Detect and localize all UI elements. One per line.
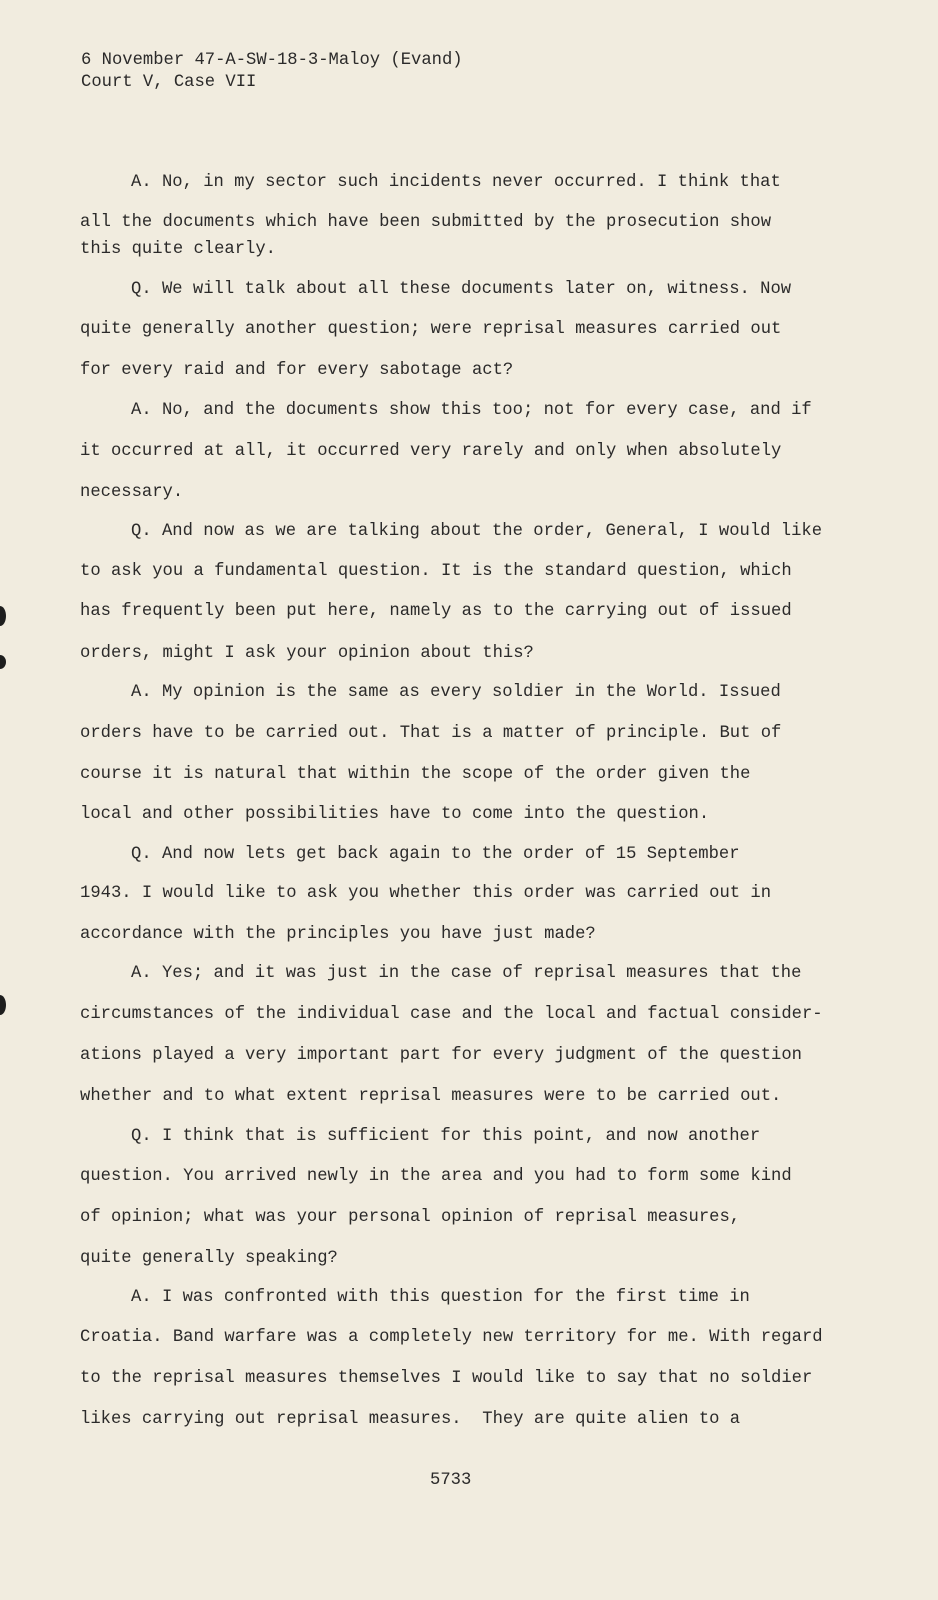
text-line: A. I was confronted with this question for the first time in [131,1288,750,1307]
text-line: circumstances of the individual case and the local and factual consider- [80,1005,823,1024]
text-line: likes carrying out reprisal measures. They are quite alien to a [80,1410,741,1429]
text-line: necessary. [80,483,184,502]
text-line: A. My opinion is the same as every soldier in the World. Issued [131,683,781,702]
text-line: of opinion; what was your personal opinion of reprisal measures, [80,1208,741,1227]
text-line: for every raid and for every sabotage act? [80,361,514,380]
text-line: Q. And now as we are talking about the order, General, I would like [131,522,823,541]
text-line: A. No, and the documents show this too; not for every case, and if [131,401,812,420]
text-line: local and other possibilities have to come into the question. [80,805,710,824]
text-line: orders have to be carried out. That is a matter of principle. But of [80,724,782,743]
text-line: Croatia. Band warfare was a completely new territory for me. With regard [80,1328,823,1347]
text-line: course it is natural that within the scope of the order given the [80,765,751,784]
text-line: this quite clearly. [80,240,276,259]
punch-hole-mark [0,606,6,626]
text-line: A. Yes; and it was just in the case of reprisal measures that the [131,964,802,983]
text-line: question. You arrived newly in the area and you had to form some kind [80,1167,792,1186]
punch-hole-mark [0,995,6,1015]
text-line: Q. And now lets get back again to the order of 15 September [131,845,740,864]
text-line: to ask you a fundamental question. It is the standard question, which [80,562,792,581]
text-line: it occurred at all, it occurred very rarely and only when absolutely [80,442,782,461]
text-line: to the reprisal measures themselves I would like to say that no soldier [80,1369,813,1388]
punch-hole-mark [0,655,6,669]
text-line: Q. I think that is sufficient for this point, and now another [131,1127,761,1146]
text-line: has frequently been put here, namely as to the carrying out of issued [80,602,792,621]
page-number: 5733 [430,1471,472,1490]
text-line: Q. We will talk about all these documents later on, witness. Now [131,280,792,299]
text-line: ations played a very important part for every judgment of the question [80,1046,802,1065]
text-line: orders, might I ask your opinion about this? [80,644,534,663]
text-line: quite generally speaking? [80,1249,338,1268]
document-header [81,50,463,94]
text-line: A. No, in my sector such incidents never occurred. I think that [131,173,781,192]
text-line: 1943. I would like to ask you whether this order was carried out in [80,884,772,903]
header-date-reference: 6 November 47-A-SW-18-3-Maloy (Evand) [81,51,463,70]
text-line: accordance with the principles you have just made? [80,925,596,944]
text-line: whether and to what extent reprisal measures were to be carried out. [80,1087,782,1106]
text-line: quite generally another question; were reprisal measures carried out [80,320,782,339]
text-line: all the documents which have been submitted by the prosecution show [80,213,772,232]
header-court-case: Court V, Case VII [81,73,257,92]
